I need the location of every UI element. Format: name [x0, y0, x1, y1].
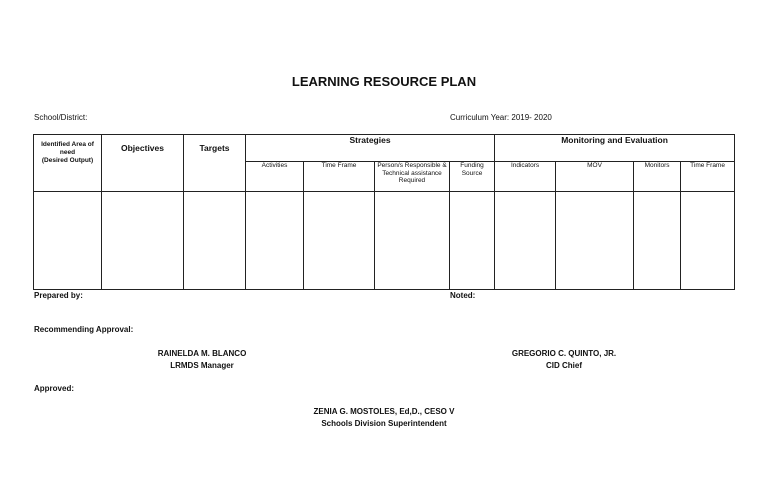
document-title: LEARNING RESOURCE PLAN [291, 74, 477, 89]
cell-time-frame[interactable] [304, 191, 375, 289]
header-area-line2: (Desired Output) [41, 157, 94, 164]
approver2-name: GREGORIO C. QUINTO, JR. [511, 349, 617, 358]
approver1-name: RAINELDA M. BLANCO [157, 349, 247, 358]
prepared-by-label: Prepared by: [34, 291, 83, 300]
approver2-title: CID Chief [546, 361, 582, 370]
subheader-persons-line1: Person/s Responsible & [377, 162, 447, 170]
learning-resource-plan-table [33, 134, 735, 290]
subheader-me-time-frame: Time Frame [681, 162, 735, 191]
cell-me-time-frame[interactable] [681, 191, 735, 289]
cell-targets[interactable] [184, 191, 246, 289]
subheader-persons-line3: Required [398, 177, 426, 185]
cell-persons-responsible[interactable] [375, 191, 450, 289]
subheader-activities: Activities [246, 162, 304, 191]
recommending-approval-label: Recommending Approval: [34, 325, 134, 334]
cell-monitors[interactable] [634, 191, 681, 289]
subheader-funding-line2: Source [461, 169, 483, 177]
cell-area-of-need[interactable] [34, 191, 102, 289]
curriculum-year-label [450, 113, 552, 122]
subheader-monitors: Monitors [634, 162, 681, 191]
table-row [34, 191, 735, 289]
school-district-label: School/District: [34, 113, 88, 122]
subheader-funding-line1: Funding [460, 162, 484, 170]
subheader-persons-line2: Technical assistance [382, 169, 442, 177]
subheader-time-frame: Time Frame [304, 162, 375, 191]
header-targets: Targets [184, 135, 246, 192]
header-area-line1: Identified Area of need [41, 141, 94, 156]
final-approver-title: Schools Division Superintendent [321, 419, 447, 428]
curriculum-year-label-text: Curriculum Year: [450, 113, 510, 122]
approver1-title: LRMDS Manager [170, 361, 234, 370]
subheader-mov: MOV [556, 162, 634, 191]
approved-label: Approved: [34, 384, 74, 393]
header-objectives: Objectives [102, 135, 184, 192]
cell-activities[interactable] [246, 191, 304, 289]
table-header-row [34, 135, 735, 162]
subheader-funding-source [450, 162, 495, 191]
curriculum-year-value: 2019- 2020 [511, 113, 552, 122]
subheader-indicators: Indicators [495, 162, 556, 191]
header-area-of-need [34, 135, 102, 192]
cell-funding-source[interactable] [450, 191, 495, 289]
subheader-persons-responsible [375, 162, 450, 191]
final-approver-name: ZENIA G. MOSTOLES, Ed,D., CESO V [313, 407, 455, 416]
header-strategies: Strategies [246, 135, 495, 162]
noted-label: Noted: [450, 291, 476, 300]
cell-objectives[interactable] [102, 191, 184, 289]
cell-mov[interactable] [556, 191, 634, 289]
header-monitoring-evaluation: Monitoring and Evaluation [495, 135, 735, 162]
cell-indicators[interactable] [495, 191, 556, 289]
